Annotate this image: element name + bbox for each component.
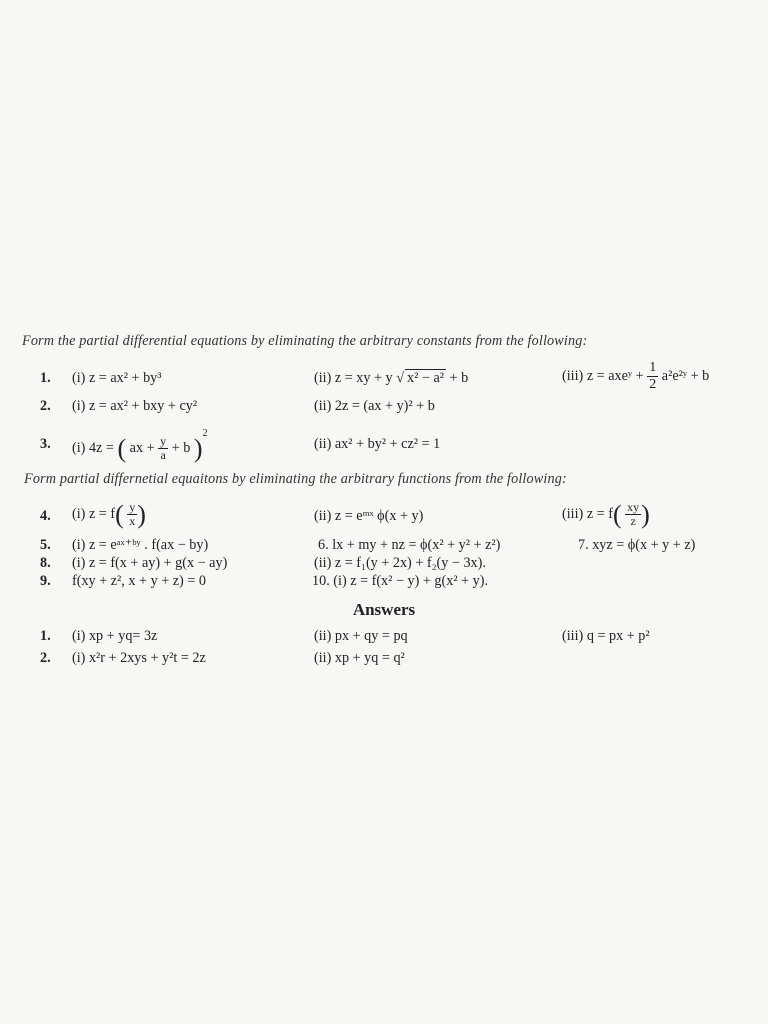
answer-iii: (iii) q = px + p² [562, 628, 650, 644]
right-paren-icon: ) [641, 500, 650, 529]
equation-6: 6. lx + my + nz = ϕ(x² + y² + z²) [318, 537, 501, 553]
fraction [625, 501, 641, 528]
sqrt-radicand: x² − a² [407, 370, 444, 386]
right-paren-icon: ) [193, 434, 203, 463]
left-paren-icon: ( [612, 500, 622, 529]
equation-10: 10. (i) z = f(x² − y) + g(x² + y). [312, 573, 489, 589]
answer-ii: (ii) px + qy = pq [314, 628, 408, 644]
fraction-denominator: z [630, 514, 636, 529]
equation-iii [562, 500, 650, 530]
answer-ii: (ii) xp + yq = q² [314, 650, 405, 666]
problem-number: 1. [40, 370, 51, 386]
equation-i [72, 500, 146, 530]
equation-ii: (ii) z = f₁(y + 2x) + f₂(y − 3x). [314, 555, 486, 571]
equation-i-prefix: (i) 4z = [72, 440, 114, 457]
heading-functions: Form partial differnetial equaitons by eliminating the arbitrary functions from the following: [24, 471, 567, 487]
answers-title: Answers [352, 600, 416, 619]
fraction-numerator: y [160, 434, 167, 449]
answer-i: (i) xp + yq= 3z [72, 628, 158, 644]
equation-iii [562, 360, 709, 393]
equation-7: 7. xyz = ϕ(x + y + z) [578, 537, 696, 553]
equation-i-prefix: (i) z = f [72, 506, 116, 523]
equation-9: f(xy + z², x + y + z) = 0 [72, 573, 206, 589]
fraction-numerator: y [129, 500, 136, 515]
fraction-denominator: 2 [649, 377, 657, 392]
equation-iii-prefix: (iii) z = f [562, 506, 613, 523]
equation-ii: (ii) ax² + by² + cz² = 1 [314, 436, 441, 452]
fraction [127, 501, 137, 528]
equation-i: (i) z = ax² + by³ [72, 370, 162, 386]
equation-ii-suffix: + b [449, 370, 469, 386]
right-paren-icon: ) [137, 500, 146, 529]
fraction [158, 435, 168, 462]
equation-i: (i) z = ax² + bxy + cy² [72, 398, 198, 414]
equation-iii-suffix: a²e²ʸ + b [661, 368, 710, 384]
equation-ii-prefix: (ii) z = xy + y [314, 370, 393, 386]
problem-number: 9. [40, 573, 51, 589]
equation-iii-prefix: (iii) z = axeʸ + [562, 368, 644, 384]
fraction [647, 360, 658, 393]
fraction-denominator: a [160, 448, 166, 463]
left-paren-icon: ( [117, 434, 127, 463]
equation-i-left: ax + [129, 440, 155, 457]
equation-ii: (ii) 2z = (ax + y)² + b [314, 398, 435, 414]
equation-i [72, 428, 208, 464]
problem-number: 8. [40, 555, 51, 571]
exponent: 2 [202, 428, 208, 439]
left-paren-icon: ( [115, 500, 124, 529]
answer-i: (i) x²r + 2xys + y²t = 2z [72, 650, 206, 666]
problem-number: 5. [40, 537, 51, 553]
sqrt-icon: √ [396, 370, 404, 386]
equation-ii: (ii) z = eᵐˣ ϕ(x + y) [314, 508, 424, 524]
answer-number: 2. [40, 650, 51, 666]
answer-number: 1. [40, 628, 51, 644]
equation-i: (i) z = f(x + ay) + g(x − ay) [72, 555, 228, 571]
equation-ii [314, 370, 468, 387]
fraction-denominator: x [129, 514, 136, 529]
problem-number: 2. [40, 398, 51, 414]
problem-number: 3. [40, 436, 51, 452]
fraction-numerator: 1 [649, 360, 657, 375]
fraction-numerator: xy [627, 500, 640, 515]
problem-number: 4. [40, 508, 51, 524]
heading-constants: Form the partial differential equations by eliminating the arbitrary constants from the following: [22, 333, 588, 349]
equation-i: (i) z = eᵃˣ⁺ᵇʸ . f(ax − by) [72, 537, 209, 553]
equation-i-right: + b [171, 440, 191, 457]
